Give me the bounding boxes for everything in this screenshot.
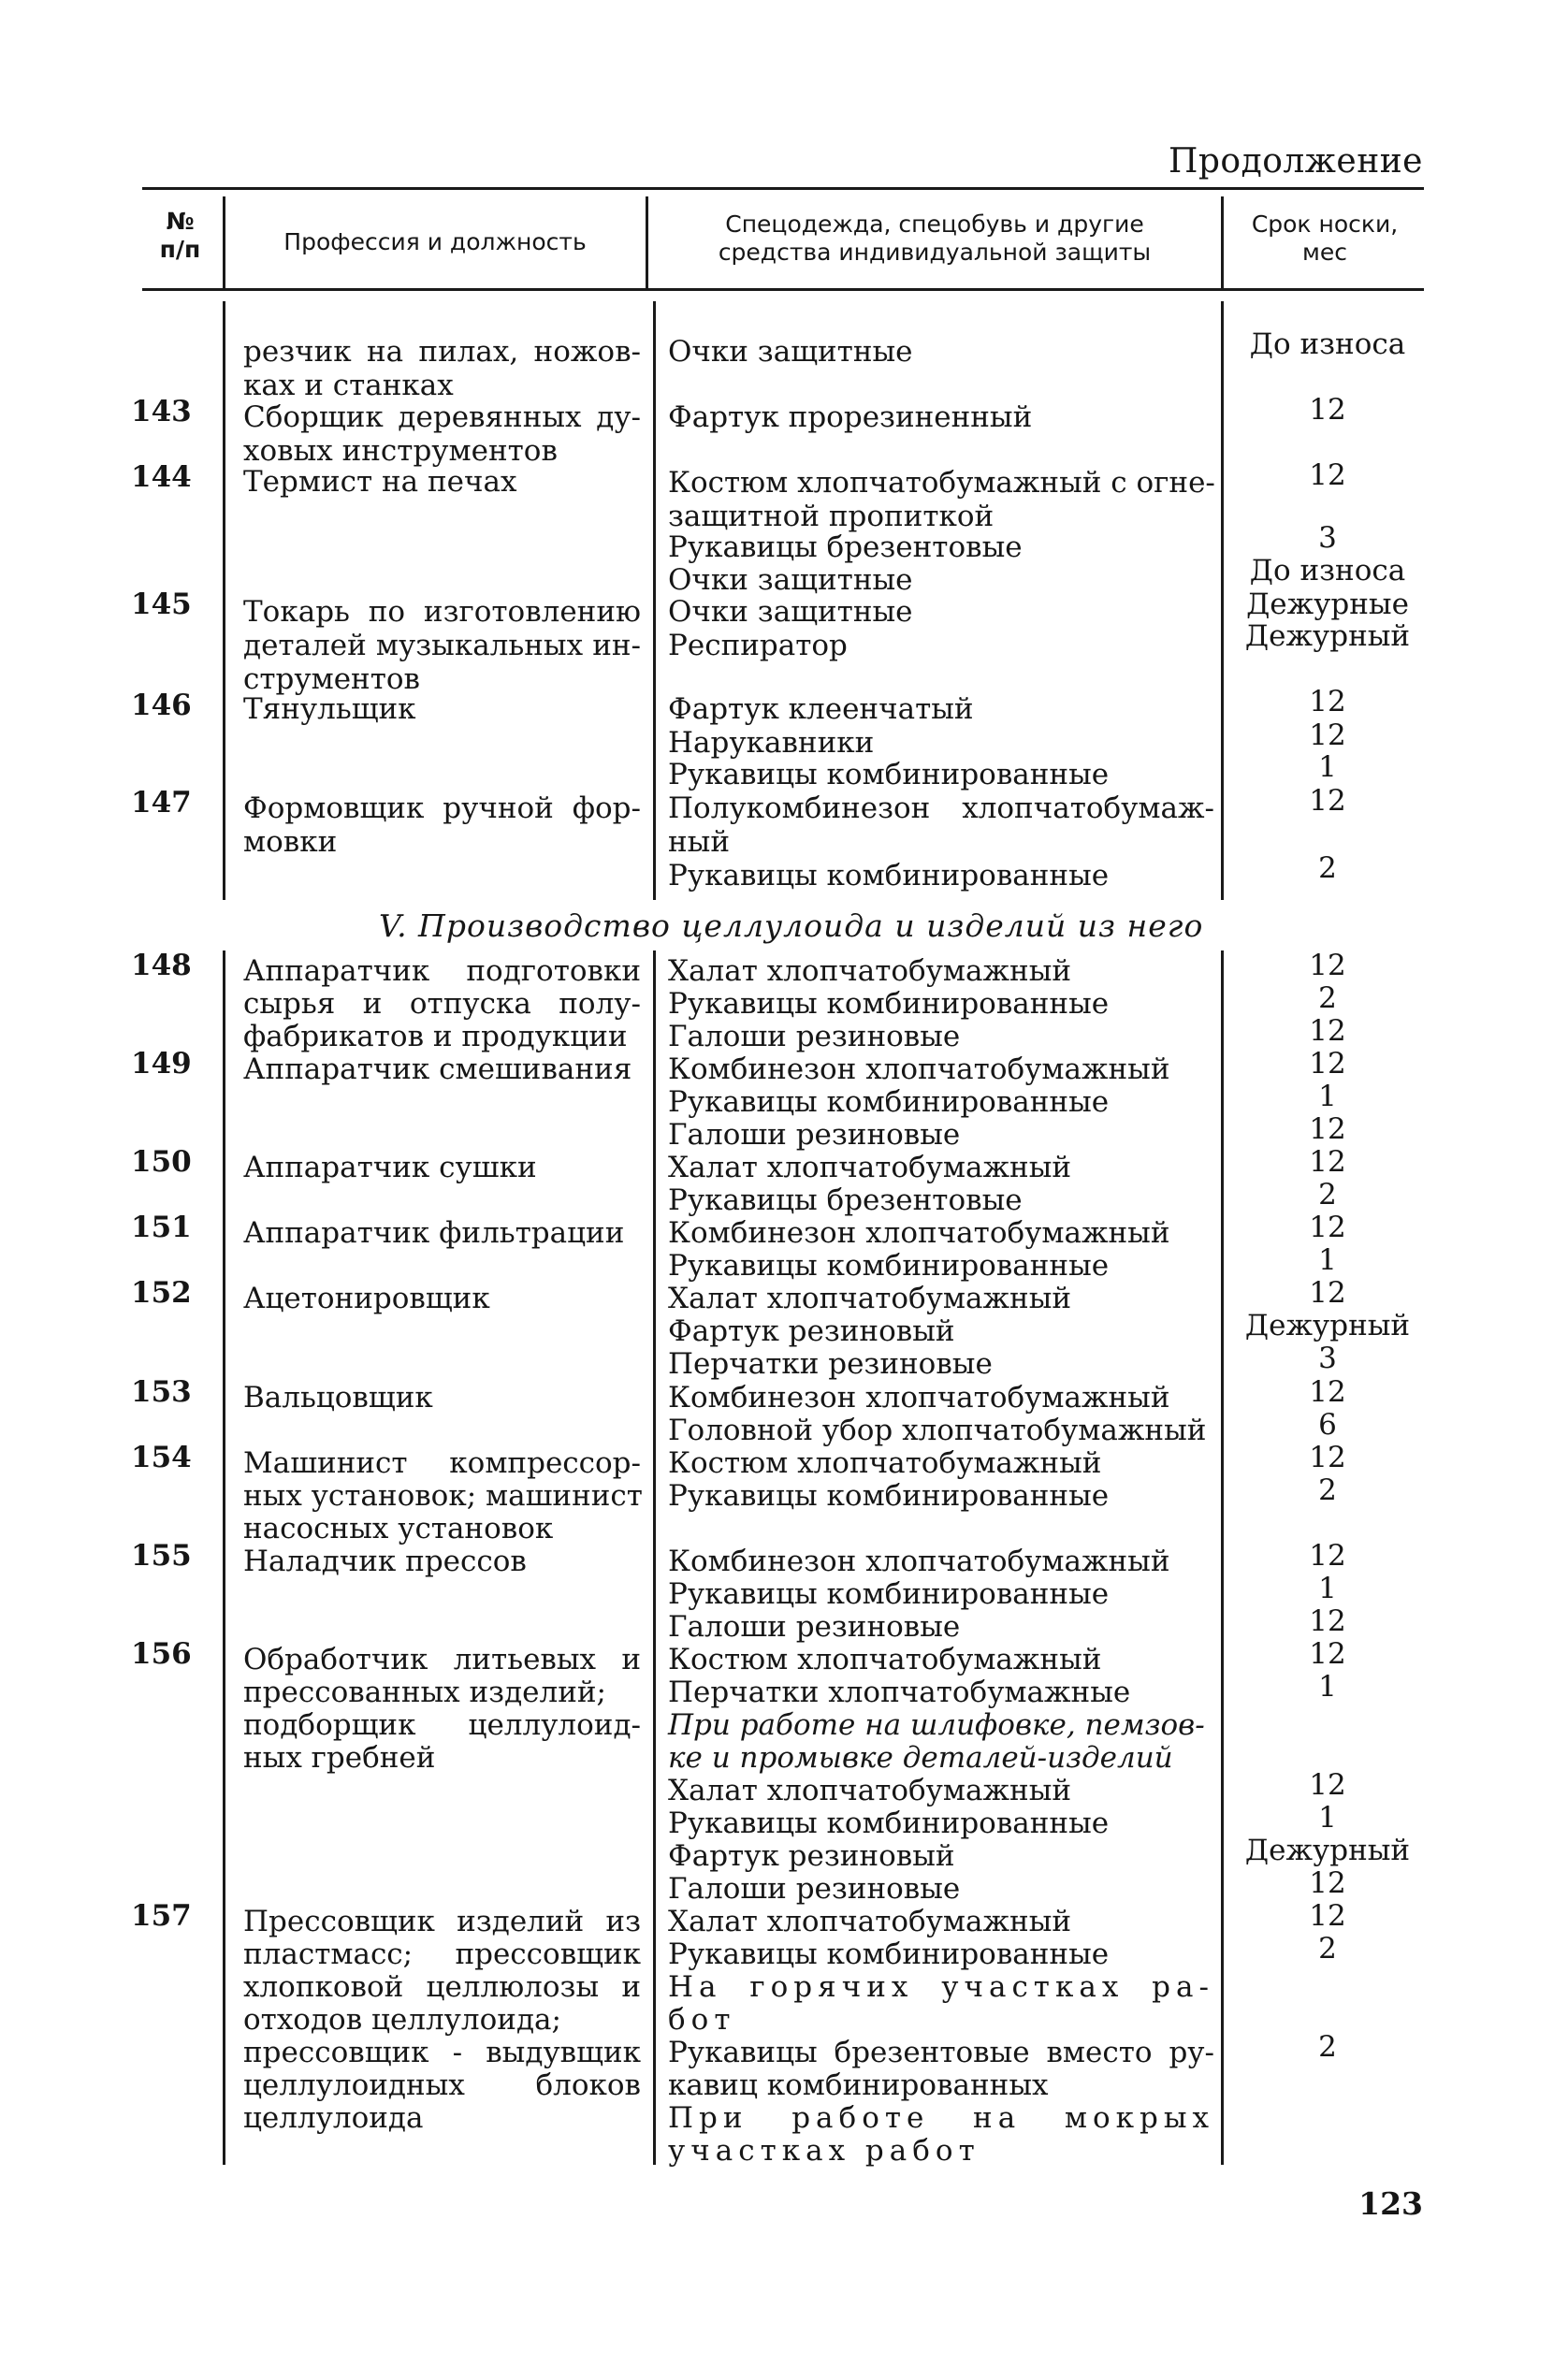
wear-term: 12 [1309, 1604, 1346, 1638]
row-number: 151 [131, 1211, 192, 1244]
header-equipment-line: Спецодежда, спецобувь и другие [725, 210, 1144, 238]
profession-line: Токарь по изготовлению [243, 595, 641, 629]
profession-line: целлулоида [243, 2101, 424, 2135]
header-equipment [650, 210, 1219, 267]
profession-line: Сборщик деревянных ду- [243, 400, 641, 434]
row-number: 156 [131, 1637, 192, 1671]
body-col-separator [1221, 950, 1224, 2165]
body-col-separator [223, 301, 225, 900]
wear-term: 12 [1309, 1768, 1346, 1802]
condition-note: бот [668, 2003, 736, 2037]
profession-line: Тянульщик [243, 692, 416, 726]
equipment-item: Фартук резиновый [668, 1314, 955, 1348]
profession-line: Аппаратчик сушки [243, 1151, 537, 1184]
body-col-separator [223, 950, 225, 2165]
row-number: 145 [131, 588, 192, 621]
wear-term: 12 [1309, 1014, 1346, 1048]
row-number: 155 [131, 1539, 192, 1573]
body-col-separator [1221, 301, 1224, 900]
equipment-item: Перчатки хлопчатобумажные [668, 1676, 1131, 1709]
row-number: 152 [131, 1276, 192, 1310]
header-bottom-rule [142, 288, 1424, 291]
header-num-symbol: № [166, 208, 195, 235]
equipment-item: Перчатки резиновые [668, 1347, 993, 1381]
equipment-item: Галоши резиновые [668, 1610, 961, 1644]
profession-line: фабрикатов и продукции [243, 1020, 628, 1053]
profession-line: деталей музыкальных ин- [243, 629, 641, 662]
profession-line: Ацетонировщик [243, 1282, 490, 1315]
section-title: V. Производство целлулоида и изделий из него [379, 907, 1204, 944]
header-col-separator [223, 196, 225, 288]
profession-line: ных установок; машинист [243, 1479, 643, 1513]
wear-term: 12 [1309, 1112, 1346, 1146]
profession-line: ховых инструментов [243, 434, 558, 468]
profession-line: ках и станках [243, 369, 454, 402]
continuation-label: Продолжение [1168, 142, 1423, 181]
equipment-item: Комбинезон хлопчатобумажный [668, 1545, 1170, 1578]
equipment-item: Рукавицы комбинированные [668, 859, 1110, 892]
profession-line: Прессовщик изделий из [243, 1905, 641, 1938]
equipment-item: Халат хлопчатобумажный [668, 1774, 1072, 1807]
profession-line: мовки [243, 825, 338, 859]
profession-line: Вальцовщик [243, 1381, 433, 1415]
equipment-item: Комбинезон хлопчатобумажный [668, 1216, 1170, 1250]
condition-note: При работе на мокрых [668, 2101, 1214, 2135]
equipment-item: Головной убор хлопчатобумажный [668, 1414, 1207, 1447]
profession-line: Машинист компрессор- [243, 1446, 641, 1480]
profession-line: отходов целлулоида; [243, 2003, 561, 2037]
profession-line: Термист на печах [243, 465, 517, 499]
profession-line: сырья и отпуска полу- [243, 987, 641, 1021]
equipment-item: Рукавицы комбинированные [668, 1806, 1110, 1840]
equipment-item: Фартук клеенчатый [668, 692, 974, 726]
equipment-item: Очки защитные [668, 563, 913, 597]
profession-line: Аппаратчик подготовки [243, 954, 641, 988]
wear-term: 1 [1318, 1243, 1337, 1277]
wear-term: 12 [1309, 1637, 1346, 1671]
row-number: 143 [131, 395, 192, 428]
equipment-item: Комбинезон хлопчатобумажный [668, 1052, 1170, 1086]
equipment-item: Фартук резиновый [668, 1839, 955, 1873]
profession-line: струментов [243, 662, 420, 696]
wear-term: 1 [1318, 750, 1337, 784]
wear-term: 12 [1309, 1276, 1346, 1310]
wear-term: 12 [1309, 1866, 1346, 1900]
header-num [140, 208, 220, 264]
profession-line: резчик на пилах, ножов- [243, 335, 641, 369]
equipment-item: Костюм хлопчатобумажный [668, 1643, 1102, 1676]
equipment-item: Галоши резиновые [668, 1020, 961, 1053]
equipment-item: Рукавицы комбинированные [668, 1249, 1110, 1283]
equipment-item: Халат хлопчатобумажный [668, 1905, 1072, 1938]
wear-term: 12 [1309, 1539, 1346, 1573]
header-term-line: Срок носки, [1251, 210, 1399, 238]
wear-term: 12 [1309, 1899, 1346, 1933]
equipment-item: Рукавицы брезентовые [668, 530, 1023, 564]
equipment-item: Респиратор [668, 629, 848, 662]
wear-term: 12 [1309, 1375, 1346, 1409]
equipment-item: ный [668, 825, 730, 859]
wear-term: 6 [1318, 1408, 1337, 1442]
wear-term: 12 [1309, 393, 1346, 427]
wear-term: 2 [1318, 851, 1337, 885]
wear-term: 2 [1318, 1932, 1337, 1966]
wear-term: 12 [1309, 1441, 1346, 1474]
equipment-item: Рукавицы комбинированные [668, 987, 1110, 1021]
profession-line: целлулоидных блоков [243, 2068, 641, 2102]
equipment-item: Полукомбинезон хлопчатобумаж- [668, 791, 1214, 825]
equipment-item: Очки защитные [668, 335, 913, 369]
equipment-item: Халат хлопчатобумажный [668, 1282, 1072, 1315]
profession-line: подборщик целлулоид- [243, 1708, 641, 1742]
wear-term: Дежурный [1244, 1834, 1411, 1867]
wear-term: До износа [1249, 554, 1406, 588]
equipment-item: защитной пропиткой [668, 500, 995, 533]
row-number: 157 [131, 1899, 192, 1933]
header-term [1226, 210, 1424, 267]
wear-term: 12 [1309, 458, 1346, 492]
wear-term: Дежурный [1244, 619, 1411, 653]
wear-term: 2 [1318, 981, 1337, 1015]
profession-line: прессованных изделий; [243, 1676, 606, 1709]
profession-line: пластмасс; прессовщик [243, 1937, 641, 1971]
profession-line: прессовщик - выдувщик [243, 2036, 641, 2069]
wear-term: До износа [1249, 327, 1406, 361]
equipment-item: Рукавицы комбинированные [668, 758, 1110, 791]
profession-line: Аппаратчик смешивания [243, 1052, 632, 1086]
wear-term: 12 [1309, 1211, 1346, 1244]
header-profession: Профессия и должность [283, 228, 587, 255]
page-number: 123 [1358, 2185, 1423, 2222]
wear-term: 2 [1318, 2030, 1337, 2064]
wear-term: 12 [1309, 949, 1346, 982]
row-number: 147 [131, 786, 192, 820]
profession-line: Аппаратчик фильтрации [243, 1216, 625, 1250]
wear-term: 12 [1309, 784, 1346, 818]
equipment-item: Нарукавники [668, 726, 875, 760]
profession-line: ных гребней [243, 1741, 436, 1775]
wear-term: 12 [1309, 718, 1346, 752]
equipment-item: Костюм хлопчатобумажный с огне- [668, 466, 1215, 500]
equipment-item: Рукавицы брезентовые [668, 1183, 1023, 1217]
condition-note: участках работ [668, 2134, 980, 2168]
wear-term: 2 [1318, 1473, 1337, 1507]
header-top-rule [142, 187, 1424, 190]
header-col-separator [646, 196, 648, 288]
wear-term: 12 [1309, 685, 1346, 718]
wear-term: 3 [1318, 521, 1337, 555]
equipment-item: Галоши резиновые [668, 1118, 961, 1152]
profession-line: Обработчик литьевых и [243, 1643, 641, 1676]
equipment-item: Комбинезон хлопчатобумажный [668, 1381, 1170, 1415]
condition-note: При работе на шлифовке, пемзов- [668, 1708, 1205, 1742]
body-col-separator [653, 950, 656, 2165]
equipment-item: Рукавицы комбинированные [668, 1479, 1110, 1513]
wear-term: Дежурные [1246, 588, 1409, 621]
equipment-item: Галоши резиновые [668, 1872, 961, 1906]
equipment-item: Костюм хлопчатобумажный [668, 1446, 1102, 1480]
condition-note: На горячих участках ра- [668, 1970, 1214, 2004]
wear-term: 1 [1318, 1670, 1337, 1704]
row-number: 144 [131, 460, 192, 494]
equipment-item: Рукавицы комбинированные [668, 1937, 1110, 1971]
wear-term: 3 [1318, 1342, 1337, 1375]
profession-line: Наладчик прессов [243, 1545, 527, 1578]
wear-term: 2 [1318, 1178, 1337, 1212]
profession-line: хлопковой целлюлозы и [243, 1970, 641, 2004]
wear-term: Дежурный [1244, 1309, 1411, 1342]
body-col-separator [653, 301, 656, 900]
equipment-item: Фартук прорезиненный [668, 400, 1033, 434]
header-col-separator [1221, 196, 1224, 288]
wear-term: 12 [1309, 1047, 1346, 1081]
row-number: 153 [131, 1375, 192, 1409]
row-number: 154 [131, 1441, 192, 1474]
equipment-item: Очки защитные [668, 595, 913, 629]
wear-term: 1 [1318, 1080, 1337, 1113]
row-number: 149 [131, 1047, 192, 1081]
equipment-item: Халат хлопчатобумажный [668, 954, 1072, 988]
header-term-line: мес [1302, 239, 1347, 266]
row-number: 150 [131, 1145, 192, 1179]
header-equipment-line: средства индивидуальной защиты [718, 239, 1152, 266]
header-num-abbrev: п/п [159, 236, 201, 263]
equipment-item: кавиц комбинированных [668, 2068, 1049, 2102]
equipment-item: Рукавицы комбинированные [668, 1085, 1110, 1119]
equipment-item: Халат хлопчатобумажный [668, 1151, 1072, 1184]
condition-note: ке и промывке деталей-изделий [668, 1741, 1173, 1775]
equipment-item: Рукавицы брезентовые вместо ру- [668, 2036, 1214, 2069]
wear-term: 1 [1318, 1801, 1337, 1835]
profession-line: Формовщик ручной фор- [243, 791, 641, 825]
wear-term: 12 [1309, 1145, 1346, 1179]
row-number: 148 [131, 949, 192, 982]
equipment-item: Рукавицы комбинированные [668, 1577, 1110, 1611]
row-number: 146 [131, 689, 192, 722]
profession-line: насосных установок [243, 1512, 554, 1545]
wear-term: 1 [1318, 1572, 1337, 1605]
